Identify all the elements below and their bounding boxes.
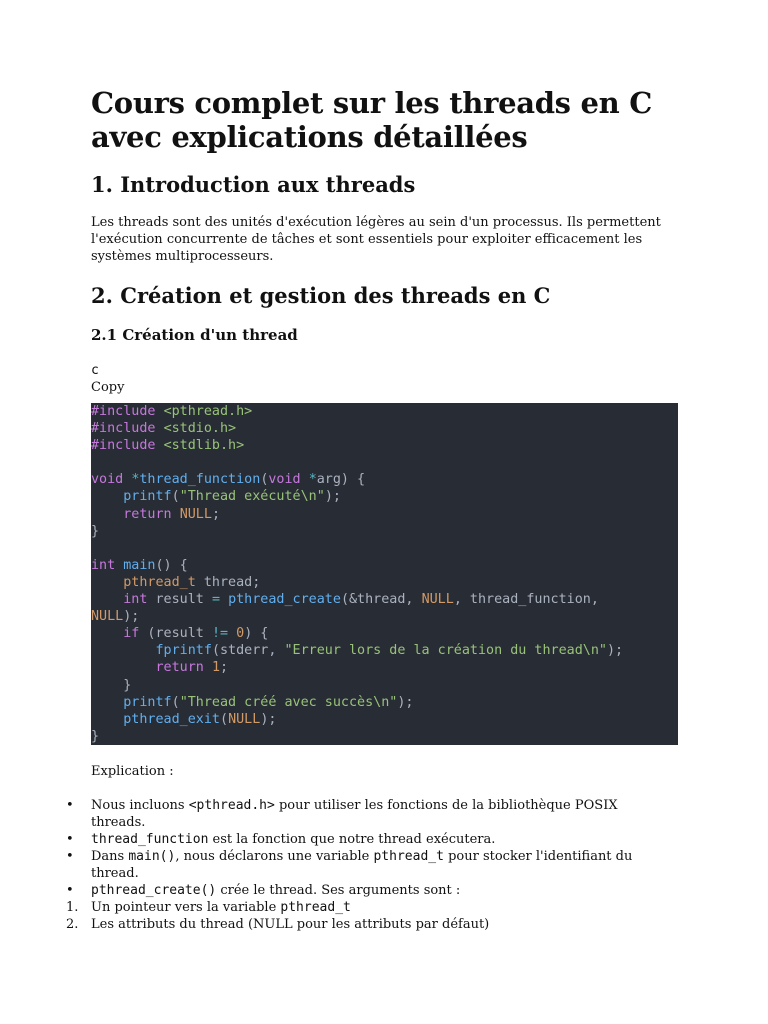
code-token: void: [91, 472, 124, 488]
code-token: pthread_t: [123, 574, 196, 590]
inline-code: pthread_t: [280, 900, 351, 915]
inline-code: thread_function: [91, 832, 209, 847]
code-token: (stderr,: [211, 643, 285, 659]
code-token: *: [131, 472, 140, 488]
list-text: Les attributs du thread (NULL pour les attributs par défaut): [91, 917, 490, 932]
code-token: );: [324, 489, 341, 505]
code-token: "Erreur lors de la création du thread\n": [284, 643, 607, 659]
list-item: [0, 848, 651, 882]
list-text: pour utiliser les fonctions de la bibliothèque POSIX threads.: [91, 798, 618, 830]
list-marker: •: [66, 798, 74, 813]
code-token: );: [397, 694, 414, 710]
code-token: [91, 507, 123, 522]
document-title: Cours complet sur les threads en C avec explications détaillées: [91, 86, 653, 154]
code-token: );: [260, 711, 277, 727]
list-text: , nous déclarons une variable: [175, 849, 374, 864]
code-token: void: [268, 472, 301, 488]
list-marker: •: [66, 832, 74, 847]
code-line: [91, 557, 678, 574]
code-line: [91, 608, 678, 625]
list-item: [0, 882, 651, 899]
code-token: fprintf: [155, 643, 212, 659]
code-line: [91, 659, 678, 676]
inline-code: pthread_t: [373, 849, 444, 864]
subsection-heading: 2.1 Création d'un thread: [91, 326, 298, 344]
code-token: "Thread exécuté\n": [179, 489, 325, 505]
code-token: }: [91, 728, 100, 744]
code-token: NULL: [179, 506, 212, 522]
code-token: [91, 695, 123, 710]
code-line: [91, 454, 678, 471]
code-line: [91, 437, 678, 454]
code-token: [91, 660, 156, 675]
code-token: <stdio.h>: [163, 421, 237, 437]
code-token: [156, 438, 164, 453]
code-token: [91, 489, 123, 504]
code-token: <pthread.h>: [163, 404, 253, 419]
code-line: [91, 420, 678, 437]
list-text: crée le thread. Ses arguments sont :: [216, 883, 461, 898]
code-token: }: [91, 523, 100, 539]
code-token: *: [308, 472, 317, 488]
list-marker: •: [66, 883, 74, 898]
code-token: NULL: [91, 609, 124, 625]
code-token: [172, 507, 180, 522]
code-token: result: [147, 592, 212, 608]
code-line: [91, 625, 678, 642]
code-line: [91, 642, 678, 659]
code-token: int: [91, 557, 116, 573]
code-line: [91, 540, 678, 557]
code-token: pthread_exit: [123, 711, 220, 727]
code-token: thread;: [195, 574, 261, 590]
code-token: 1: [211, 660, 220, 676]
code-token: <stdlib.h>: [163, 438, 245, 454]
code-token: );: [606, 643, 624, 659]
code-token: (result: [139, 626, 212, 642]
code-token: [220, 592, 228, 607]
explanation-list: [0, 797, 700, 933]
code-token: return: [155, 660, 204, 676]
code-token: [156, 421, 164, 436]
code-token: (&thread,: [340, 592, 422, 608]
code-token: printf: [123, 694, 172, 710]
code-token: return: [123, 506, 172, 522]
section-heading-introduction: 1. Introduction aux threads: [91, 172, 416, 197]
code-token: #include: [91, 421, 156, 437]
code-token: arg) {: [316, 472, 366, 488]
code-token: ;: [211, 506, 220, 522]
code-token: [91, 643, 156, 658]
code-line: [91, 711, 678, 728]
list-item: [0, 899, 651, 916]
code-token: ;: [220, 660, 229, 676]
code-token: (: [171, 489, 180, 505]
code-token: );: [123, 609, 140, 625]
code-token: !=: [211, 626, 229, 642]
code-token: (: [220, 711, 229, 727]
code-line: [91, 728, 678, 745]
code-line: [91, 506, 678, 523]
code-token: thread_function: [139, 472, 261, 488]
section-heading-creation: 2. Création et gestion des threads en C: [91, 283, 551, 308]
inline-code: pthread_create(): [91, 883, 217, 898]
code-token: #include: [91, 438, 156, 454]
code-token: NULL: [421, 592, 454, 608]
code-token: "Thread créé avec succès\n": [179, 694, 398, 710]
list-text: Nous incluons: [91, 798, 189, 813]
code-token: 0: [236, 626, 245, 642]
code-line: [91, 403, 678, 420]
code-language-label: c: [91, 363, 99, 378]
list-marker: 2.: [66, 917, 79, 932]
code-line: [91, 677, 678, 694]
code-token: [156, 404, 164, 419]
code-token: #include: [91, 404, 156, 419]
list-text: est la fonction que notre thread exécutera.: [208, 832, 496, 847]
list-item: [0, 831, 651, 848]
code-token: NULL: [228, 711, 261, 727]
copy-button[interactable]: Copy: [91, 380, 125, 395]
code-token: if: [123, 626, 140, 642]
code-token: [301, 472, 309, 487]
list-marker: •: [66, 849, 74, 864]
code-line: [91, 591, 678, 608]
code-token: [228, 626, 236, 641]
list-text: Dans: [91, 849, 129, 864]
code-line: [91, 523, 678, 540]
code-token: (: [260, 472, 269, 488]
code-block: [91, 403, 678, 745]
code-token: [91, 575, 123, 590]
list-text: pour stocker l'identifiant du thread.: [91, 849, 633, 881]
code-token: (: [171, 694, 180, 710]
code-token: main: [123, 557, 156, 573]
code-line: [91, 574, 678, 591]
code-token: pthread_create: [228, 592, 341, 608]
code-token: }: [91, 677, 132, 693]
list-item: [0, 797, 651, 831]
code-token: printf: [123, 489, 172, 505]
code-token: [91, 712, 123, 727]
intro-paragraph: Les threads sont des unités d'exécution légères au sein d'un processus. Ils permettent l'exécution concurrente de tâches et sont essentiels pour exploiter efficacement les systèmes multiprocesseurs.: [91, 215, 661, 264]
code-token: () {: [155, 557, 188, 573]
list-marker: 1.: [66, 900, 79, 915]
code-token: ) {: [244, 626, 269, 642]
inline-code: main(): [128, 849, 176, 864]
code-token: =: [211, 592, 220, 608]
code-line: [91, 694, 678, 711]
code-line: [91, 488, 678, 505]
explication-label: Explication :: [91, 764, 174, 779]
code-token: int: [123, 592, 148, 608]
code-line: [91, 471, 678, 488]
code-token: [91, 626, 123, 641]
inline-code: <pthread.h>: [188, 798, 275, 813]
code-token: [204, 660, 212, 675]
list-item: [0, 916, 651, 933]
code-token: , thread_function,: [453, 592, 599, 608]
code-token: [91, 592, 123, 607]
list-text: Un pointeur vers la variable: [91, 900, 281, 915]
